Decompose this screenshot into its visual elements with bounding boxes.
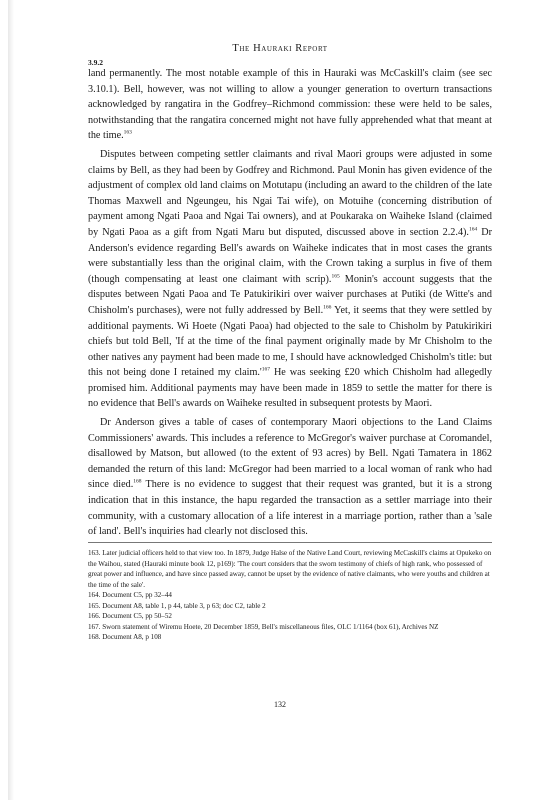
footnote-167: 167. Sworn statement of Wiremu Hoete, 20 December 1859, Bell's miscellaneous files, OLC 1/1164 (box 61), Archives NZ <box>88 622 439 631</box>
paragraph-text: There is no evidence to suggest that their request was granted, but it is a strong indication that in this instance, the hapu regarded the transaction as a settler marriage into their community, with a customary allocation of a life interest in a marriage portion, rather than a 'sale of land'. Bell's inquiries had clearly not disclosed this. <box>88 479 492 538</box>
footnote-163: 163. Later judicial officers held to that view too. In 1879, Judge Halse of the Native Land Court, reviewing McCaskill's claims at Opukeko on the Waihou, stated (Hauraki minute book 12, p169): 'The court considers that the sworn testimony of chiefs of high rank, who possessed of great power and influence, and have since passed away, cannot be upset by the evidence of native claimants, who were youths and children at the time of the sale'. <box>88 549 492 589</box>
footnote-ref-163[interactable]: 163 <box>123 129 132 136</box>
footnote-ref-164[interactable]: 164 <box>468 226 478 233</box>
paragraph-3 <box>88 415 492 540</box>
paragraph-text: Disputes between competing settler claimants and rival Maori groups were adjusted in some claims by Bell, as they had been by Godfrey and Richmond. Paul Monin has given evidence of the adjustment of complex old land claims on Motutapu (including an award to the children of the late Thomas Maxwell and Ngeungeu, his Ngai Tai wife), on Motuihe (concerning distribution of payment among Ngati Paoa and Ngai Tai owners), and at Poukaraka on Waiheke Island (claimed by Ngati Paoa as a gift from Ngati Maru but disputed, discussed above in section 2.2.4). <box>88 148 492 238</box>
paragraph-2 <box>88 147 492 412</box>
paragraph-text: land permanently. The most notable example of this in Hauraki was McCaskill's claim (see sec 3.10.1). Bell, however, was not willing to allow a younger generation to overturn transactions acknowledged by rangatira in the Godfrey–Richmond commission: these were held to be sales, notwithstanding that the rangatira concerned might not have fully apprehended what that meant at the time. <box>88 68 492 142</box>
paragraph-text: Yet, it seems that they were settled by additional payments. Wi Hoete (Ngati Paoa) had objected to the sale to Chisholm by Patukirikiri chiefs but told Bell, 'If at the time of the final payment originally made by Mr Chisholm to the other natives any payment had been made to me, I should have acknowledged Chisholm's title: but this not being done I retained my claim.' <box>88 304 493 379</box>
paragraph-text: Dr Anderson's evidence regarding Bell's awards on Waiheke indicates that in most cases the grants were substantially less than the original claim, with the Crown taking a surplus in five of them (though compensating at least one claimant with scrip). <box>88 226 492 285</box>
footnote-ref-166[interactable]: 166 <box>323 304 332 311</box>
footnotes <box>88 548 492 643</box>
footnote-168: 168. Document A8, p 108 <box>88 633 162 641</box>
footnote-165: 165. Document A8, table 1, p 44, table 3, p 63; doc C2, table 2 <box>88 601 266 610</box>
section-number: 3.9.2 <box>88 58 103 67</box>
paragraph-text: He was seeking £20 which Chisholm had allegedly promised him. Additional payments may have been made in 1859 to settle the matter for there is no evidence that Bell's awards on Waiheke resulted in subsequent protests by Maori. <box>88 367 493 410</box>
running-head: The Hauraki Report <box>232 43 328 54</box>
paragraph-1 <box>88 66 492 144</box>
footnote-166: 166. Document C5, pp 50–52 <box>88 612 172 620</box>
page-number: 132 <box>274 700 286 709</box>
footnote-ref-168[interactable]: 168 <box>133 479 142 486</box>
paragraph-text: Monin's account suggests that the disputes between Ngati Paoa and Te Patukirikiri over waiver purchases at Putiki (de Witte's and Chisholm's purchases), were not fully addressed by Bell. <box>88 273 492 316</box>
footnote-ref-167[interactable]: 167 <box>261 366 271 373</box>
footnote-divider <box>88 542 492 543</box>
body-text <box>88 66 492 540</box>
footnote-164: 164. Document C5, pp 32–44 <box>88 591 172 599</box>
paragraph-text: Dr Anderson gives a table of cases of contemporary Maori objections to the Land Claims Commissioners' awards. This includes a reference to McGregor's waiver purchase at Coromandel, disallowed by Matson, but allowed (to the extent of 93 acres) by Bell. Ngati Tamatera in 1862 demanded the return of this land: McGregor had been married to a local woman of rank who had since died. <box>88 417 492 491</box>
footnote-ref-165[interactable]: 165 <box>331 273 340 280</box>
page-spine-shadow <box>8 0 14 800</box>
